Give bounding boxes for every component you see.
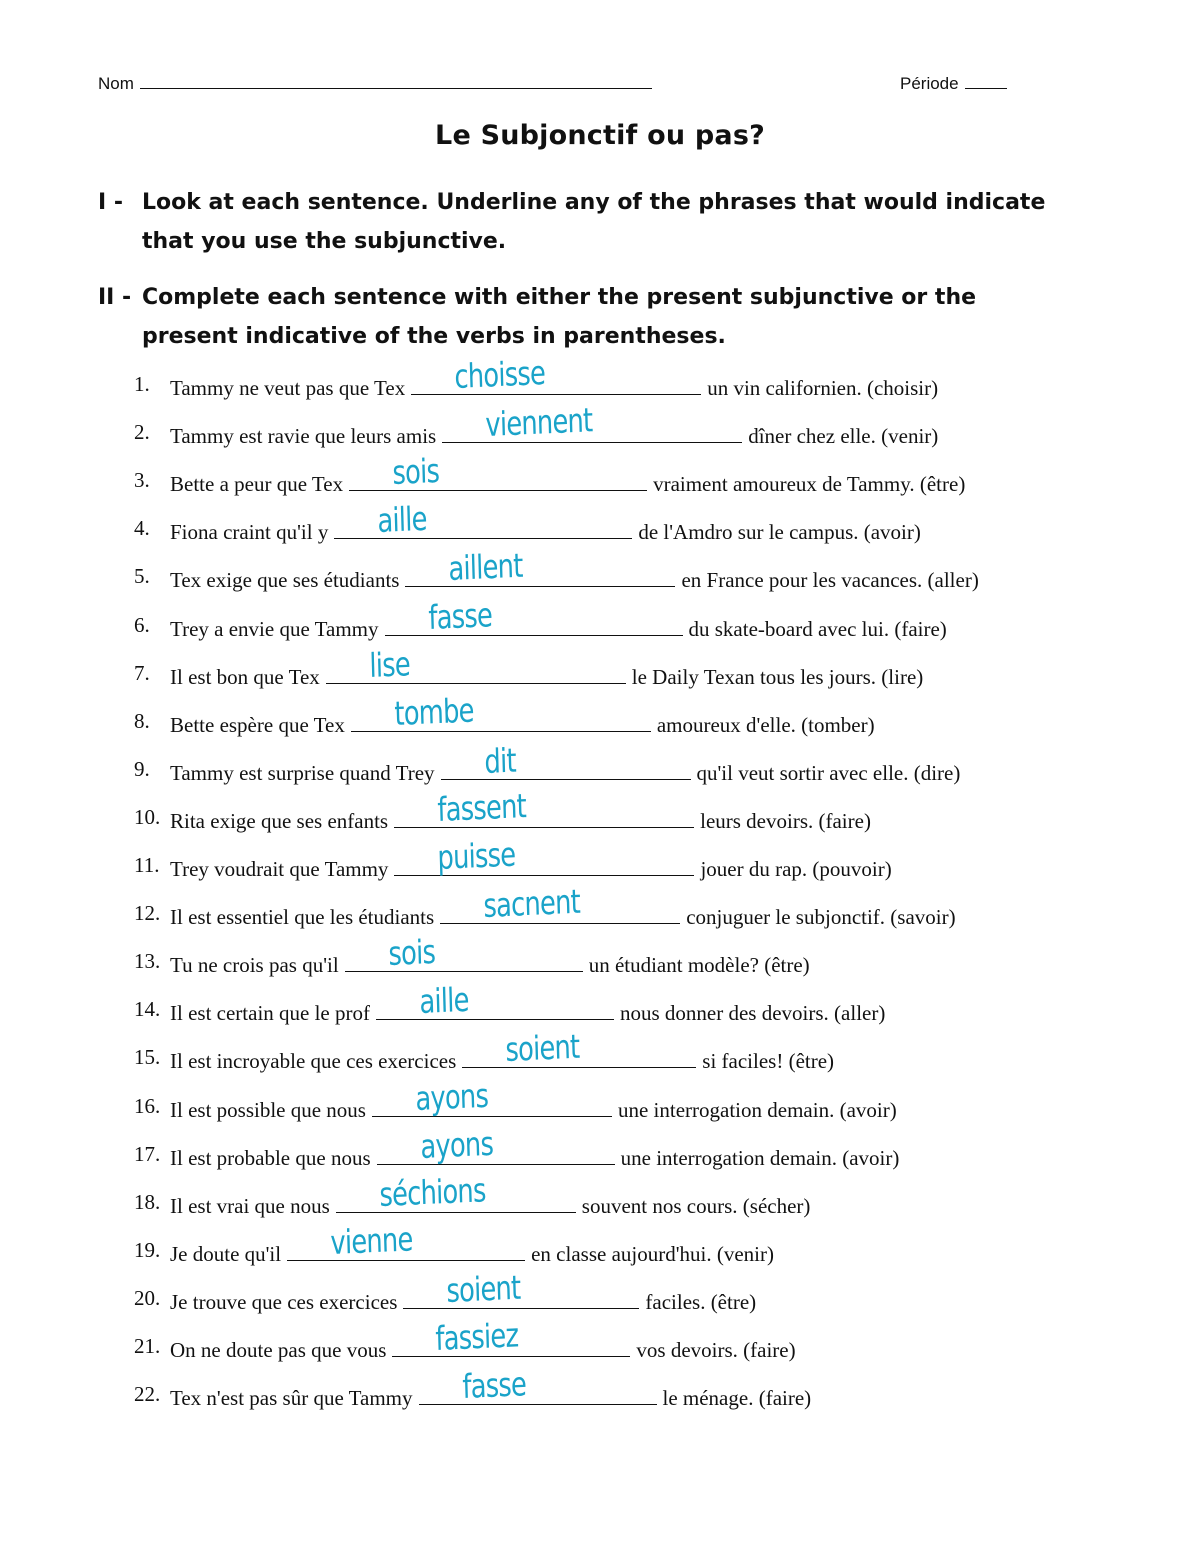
exercise-item: [0, 881, 1200, 941]
answer-blank[interactable]: [372, 1075, 612, 1118]
answer-blank[interactable]: [385, 594, 683, 637]
item-number: 18.: [134, 1189, 161, 1214]
answer-blank[interactable]: [326, 643, 626, 685]
item-number: 6.: [134, 612, 150, 637]
answer-blank[interactable]: [411, 352, 701, 396]
sentence-before: Il est certain que le prof: [170, 1001, 370, 1026]
answer-blank[interactable]: [394, 834, 694, 877]
item-sentence: [170, 1169, 811, 1219]
handwritten-answer: fassiez: [435, 1315, 520, 1358]
sentence-after: en classe aujourd'hui. (venir): [531, 1241, 774, 1266]
answer-blank[interactable]: [336, 1169, 576, 1214]
instruction-1: [98, 183, 1098, 261]
sentence-before: Il est essentiel que les étudiants: [170, 905, 435, 930]
sentence-after: le Daily Texan tous les jours. (lire): [631, 664, 924, 689]
item-sentence: [170, 1219, 774, 1267]
handwritten-answer: fassent: [437, 785, 527, 829]
exercise-item: [0, 1027, 1200, 1085]
name-blank[interactable]: [140, 74, 652, 89]
period-blank[interactable]: [965, 74, 1007, 89]
handwritten-answer: soient: [446, 1267, 522, 1310]
instruction-2: [98, 278, 1098, 356]
handwritten-answer: ayons: [419, 1123, 494, 1166]
item-sentence: [170, 499, 921, 545]
answer-blank[interactable]: [405, 546, 675, 589]
name-label: Nom: [98, 74, 134, 93]
handwritten-answer: soient: [505, 1027, 581, 1070]
exercise-item: [0, 594, 1200, 653]
answer-blank[interactable]: [349, 451, 647, 493]
item-sentence: [170, 740, 961, 786]
exercise-item: [0, 1267, 1200, 1326]
exercise-item: [0, 499, 1200, 556]
sentence-after: une interrogation demain. (avoir): [620, 1145, 900, 1170]
sentence-after: du skate-board avec lui. (faire): [688, 616, 947, 641]
answer-blank[interactable]: [392, 1315, 630, 1358]
item-sentence: [170, 594, 947, 642]
exercise-item: [0, 980, 1200, 1037]
sentence-before: Il est vrai que nous: [170, 1193, 330, 1218]
sentence-before: Fiona craint qu'il y: [170, 520, 329, 545]
sentence-before: Trey voudrait que Tammy: [170, 857, 389, 881]
handwritten-answer: sois: [387, 932, 436, 974]
sentence-before: Je doute qu'il: [170, 1241, 282, 1266]
item-number: 1.: [134, 372, 150, 396]
item-number: 15.: [134, 1045, 161, 1070]
period-label: Période: [900, 74, 959, 93]
sentence-after: amoureux d'elle. (tomber): [656, 712, 875, 737]
sentence-before: Il est possible que nous: [170, 1097, 366, 1122]
sentence-after: faciles. (être): [645, 1289, 757, 1314]
answer-blank[interactable]: [394, 785, 694, 829]
sentence-after: vos devoirs. (faire): [636, 1338, 796, 1362]
sentence-after: si faciles! (être): [702, 1049, 835, 1074]
sentence-after: de l'Amdro sur le campus. (avoir): [638, 520, 921, 545]
exercise-item: [0, 451, 1200, 508]
item-sentence: [170, 352, 939, 401]
sentence-before: Il est bon que Tex: [170, 664, 320, 689]
exercise-item: [0, 352, 1200, 412]
exercise-item: [0, 740, 1200, 797]
item-number: 14.: [134, 997, 161, 1022]
exercise-item: [0, 785, 1200, 845]
sentence-before: Bette a peur que Tex: [170, 472, 344, 497]
answer-blank[interactable]: [403, 1267, 639, 1310]
handwritten-answer: choisse: [454, 352, 546, 396]
sentence-before: Rita exige que ses enfants: [170, 808, 389, 833]
answer-blank[interactable]: [351, 690, 651, 733]
sentence-after: dîner chez elle. (venir): [748, 424, 939, 449]
item-number: 21.: [134, 1334, 161, 1358]
handwritten-answer: aille: [418, 980, 470, 1022]
item-sentence: [170, 546, 979, 593]
exercise-item: [0, 932, 1200, 989]
handwritten-answer: fasse: [427, 594, 493, 637]
name-field[interactable]: [98, 74, 652, 94]
instruction-1-line2: that you use the subjunctive.: [142, 229, 507, 254]
page-title: Le Subjonctif ou pas?: [435, 120, 765, 151]
item-number: 5.: [134, 564, 150, 589]
handwritten-answer: aillent: [448, 546, 524, 589]
exercise-item: [0, 1219, 1200, 1278]
handwritten-answer: tombe: [393, 690, 474, 733]
sentence-after: en France pour les vacances. (aller): [681, 568, 979, 593]
item-sentence: [170, 643, 924, 690]
item-number: 10.: [134, 804, 161, 829]
sentence-before: Tu ne crois pas qu'il: [170, 953, 339, 978]
sentence-before: Tammy ne veut pas que Tex: [170, 376, 406, 400]
sentence-before: Tex exige que ses étudiants: [170, 568, 400, 593]
handwritten-answer: ayons: [414, 1075, 489, 1118]
sentence-after: jouer du rap. (pouvoir): [700, 857, 892, 881]
item-number: 13.: [134, 949, 161, 974]
item-sentence: [170, 1267, 757, 1315]
item-number: 11.: [134, 853, 160, 877]
handwritten-answer: séchions: [378, 1169, 486, 1214]
item-sentence: [170, 785, 871, 834]
item-number: 22.: [134, 1382, 161, 1407]
answer-blank[interactable]: [377, 1123, 615, 1166]
sentence-after: souvent nos cours. (sécher): [581, 1193, 811, 1218]
handwritten-answer: dit: [483, 740, 516, 781]
item-sentence: [170, 1364, 812, 1411]
exercise-item: [0, 643, 1200, 701]
item-number: 4.: [134, 516, 150, 541]
item-sentence: [170, 1075, 897, 1123]
answer-blank[interactable]: [345, 932, 583, 974]
item-sentence: [170, 834, 892, 882]
exercise-item: [0, 400, 1200, 460]
sentence-after: un vin californien. (choisir): [707, 376, 939, 400]
period-field[interactable]: [900, 74, 1007, 94]
sentence-after: le ménage. (faire): [662, 1386, 812, 1411]
item-sentence: [170, 400, 939, 449]
exercise-item: [0, 546, 1200, 604]
item-sentence: [170, 451, 966, 497]
sentence-after: nous donner des devoirs. (aller): [620, 1001, 886, 1026]
answer-blank[interactable]: [441, 740, 691, 781]
handwritten-answer: sacnent: [483, 881, 581, 926]
instruction-1-number: I -: [98, 190, 123, 215]
handwritten-answer: lise: [368, 643, 411, 685]
item-number: 2.: [134, 420, 150, 445]
exercise-item: [0, 690, 1200, 749]
sentence-after: conjuguer le subjonctif. (savoir): [686, 905, 956, 930]
item-number: 12.: [134, 901, 161, 926]
sentence-before: Je trouve que ces exercices: [170, 1289, 398, 1314]
sentence-after: qu'il veut sortir avec elle. (dire): [696, 760, 961, 785]
item-number: 17.: [134, 1141, 161, 1166]
item-sentence: [170, 881, 956, 930]
sentence-after: un étudiant modèle? (être): [588, 953, 810, 978]
handwritten-answer: aille: [377, 499, 428, 541]
item-sentence: [170, 1315, 796, 1363]
sentence-before: Il est incroyable que ces exercices: [170, 1049, 457, 1074]
exercise-item: [0, 1075, 1200, 1134]
answer-blank[interactable]: [442, 400, 742, 445]
sentence-before: Tammy est surprise quand Trey: [170, 760, 435, 785]
handwritten-answer: puisse: [437, 834, 517, 877]
sentence-after: vraiment amoureux de Tammy. (être): [653, 472, 966, 497]
sentence-before: Tex n'est pas sûr que Tammy: [170, 1386, 413, 1411]
item-sentence: [170, 980, 886, 1026]
answer-blank[interactable]: [376, 980, 614, 1022]
handwritten-answer: vienne: [330, 1219, 414, 1262]
answer-blank[interactable]: [419, 1364, 657, 1407]
exercise-item: [0, 1169, 1200, 1230]
handwritten-answer: sois: [392, 451, 440, 493]
item-sentence: [170, 932, 810, 978]
answer-blank[interactable]: [287, 1219, 525, 1262]
item-sentence: [170, 690, 875, 738]
item-number: 9.: [134, 756, 150, 781]
item-number: 3.: [134, 468, 150, 493]
sentence-before: Il est probable que nous: [170, 1145, 371, 1170]
answer-blank[interactable]: [462, 1027, 696, 1070]
answer-blank[interactable]: [334, 499, 632, 541]
instruction-2-line2: present indicative of the verbs in parentheses.: [142, 324, 726, 349]
instruction-2-number: II -: [98, 285, 132, 310]
sentence-before: Bette espère que Tex: [170, 712, 345, 737]
item-number: 19.: [134, 1237, 161, 1262]
handwritten-answer: fasse: [461, 1364, 527, 1407]
handwritten-answer: viennent: [485, 400, 593, 445]
item-sentence: [170, 1123, 900, 1171]
sentence-before: On ne doute pas que vous: [170, 1338, 387, 1362]
exercise-item: [0, 1315, 1200, 1374]
exercise-item: [0, 834, 1200, 893]
item-number: 7.: [134, 660, 150, 685]
sentence-after: une interrogation demain. (avoir): [617, 1097, 897, 1122]
item-sentence: [170, 1027, 835, 1074]
item-number: 8.: [134, 708, 150, 733]
item-number: 20.: [134, 1285, 161, 1310]
answer-blank[interactable]: [440, 881, 680, 926]
instruction-1-line1: Look at each sentence. Underline any of the phrases that would indicate: [142, 190, 1046, 215]
instruction-2-line1: Complete each sentence with either the present subjunctive or the: [142, 285, 977, 310]
sentence-before: Trey a envie que Tammy: [170, 616, 379, 641]
exercise-item: [0, 1364, 1200, 1422]
exercise-item: [0, 1123, 1200, 1182]
sentence-before: Tammy est ravie que leurs amis: [170, 424, 437, 449]
item-number: 16.: [134, 1093, 161, 1118]
sentence-after: leurs devoirs. (faire): [700, 808, 871, 833]
